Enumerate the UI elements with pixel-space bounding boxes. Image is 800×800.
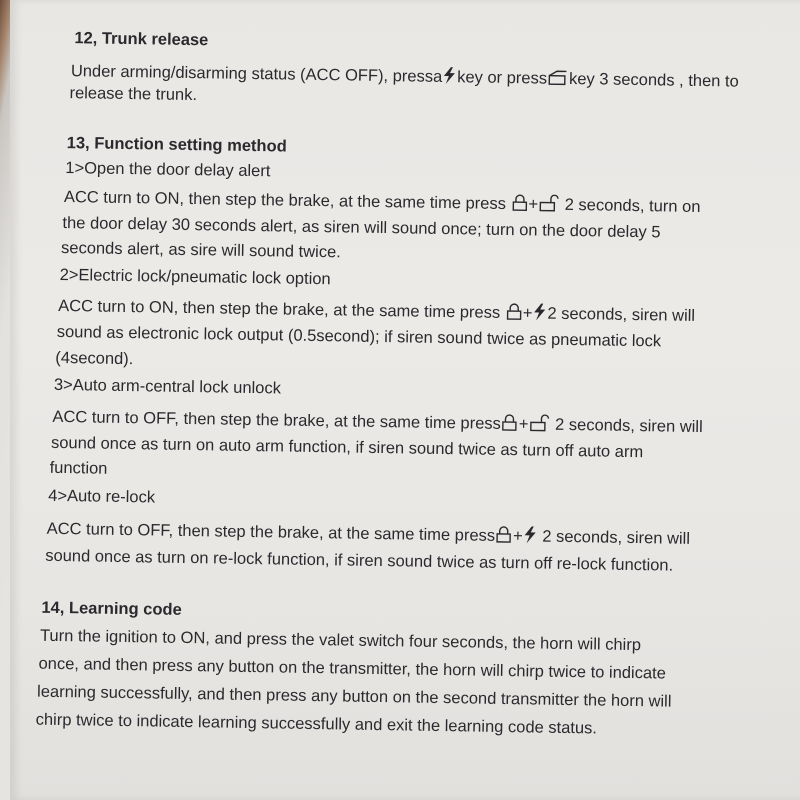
sub-2-line-3: (4second). xyxy=(55,348,134,369)
lock-icon xyxy=(502,414,518,431)
sub-2-title: 2>Electric lock/pneumatic lock option xyxy=(59,265,331,289)
sub-4-line-1-c: 2 seconds, siren will xyxy=(542,527,691,548)
sub-1-line-2: the door delay 30 seconds alert, as siren will sound once; turn on the door delay 5 xyxy=(62,214,661,242)
lightning-icon xyxy=(443,67,456,84)
sub-4-plus: + xyxy=(512,527,523,546)
sub-1-line-1-a: ACC turn to ON, then step the brake, at the same time press xyxy=(63,188,507,213)
sub-1-title: 1>Open the door delay alert xyxy=(65,159,271,181)
sub-2-line-1 xyxy=(58,296,695,326)
lightning-icon xyxy=(533,303,546,320)
sub-2-line-1-c: 2 seconds, siren will xyxy=(547,304,696,325)
sub-3-line-3: function xyxy=(49,458,108,478)
sub-3-line-1-c: 2 seconds, siren will xyxy=(554,415,703,437)
learning-line-3: learning successfully, and then press any button on the second transmitter the horn will xyxy=(36,682,672,711)
sub-4-line-1-a: ACC turn to OFF, then step the brake, at the same time press xyxy=(46,519,496,545)
trunk-line-2: release the trunk. xyxy=(69,84,198,105)
sub-4-title: 4>Auto re-lock xyxy=(48,486,156,507)
trunk-line-1-b: key or press xyxy=(457,68,548,88)
sub-3-line-1-a: ACC turn to OFF, then step the brake, at the same time press xyxy=(52,407,501,433)
learning-line-4: chirp twice to indicate learning successfully and exit the learning code status. xyxy=(35,710,598,738)
section-13-title: 13, Function setting method xyxy=(66,134,287,156)
sub-4-line-1 xyxy=(47,519,691,549)
trunk-line-1-a: Under arming/disarming status (ACC OFF), pressa xyxy=(70,62,443,86)
sub-3-line-1 xyxy=(52,407,703,437)
sub-1-plus: + xyxy=(528,195,539,214)
unlock-icon xyxy=(539,194,559,211)
sub-4-line-2: sound once as turn on re-lock function, if siren sound twice as turn off re-lock function. xyxy=(45,546,674,575)
lock-icon xyxy=(496,526,512,543)
sub-3-plus: + xyxy=(518,415,529,434)
sub-1-line-3: seconds alert, as sire will sound twice. xyxy=(60,238,341,262)
lightning-icon xyxy=(524,526,537,543)
section-14-title: 14, Learning code xyxy=(41,598,182,619)
lock-icon xyxy=(511,194,527,211)
sub-1-line-1 xyxy=(64,187,701,217)
learning-line-1: Turn the ignition to ON, and press the valet switch four seconds, the horn will chirp xyxy=(39,626,642,655)
section-12-title: 12, Trunk release xyxy=(74,29,209,50)
learning-line-2: once, and then press any button on the transmitter, the horn will chirp twice to indicate xyxy=(38,654,667,683)
sub-1-line-1-c: 2 seconds, turn on xyxy=(564,195,701,217)
sub-2-line-1-a: ACC turn to ON, then step the brake, at the same time press xyxy=(58,296,501,322)
sub-3-line-2: sound once as turn on auto arm function, if siren sound twice as turn off auto arm xyxy=(50,433,644,462)
trunk-line-1-c: key 3 seconds , then to xyxy=(568,69,739,91)
trunk-icon xyxy=(548,70,568,86)
lock-icon xyxy=(506,303,522,320)
unlock-icon xyxy=(529,414,549,431)
sub-2-plus: + xyxy=(522,304,533,323)
sub-3-title: 3>Auto arm-central lock unlock xyxy=(53,375,282,398)
sub-2-line-2: sound as electronic lock output (0.5second); if siren sound twice as pneumatic lock xyxy=(56,322,662,351)
